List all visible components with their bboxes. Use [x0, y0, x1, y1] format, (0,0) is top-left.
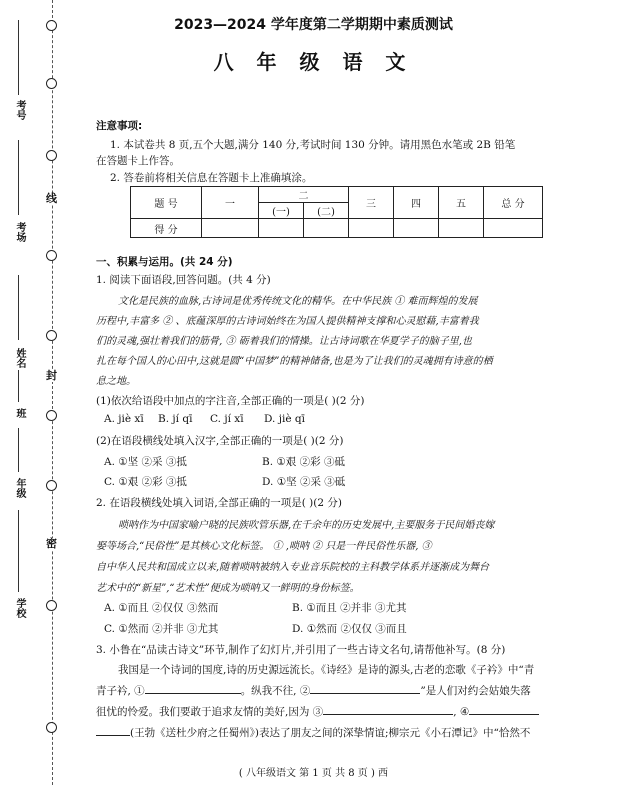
- option[interactable]: C. jí xī: [210, 413, 244, 425]
- seal-char: 封: [46, 369, 57, 382]
- field-school: 学校: [14, 598, 25, 618]
- binding-hole: [46, 410, 57, 421]
- field-name: 姓名: [14, 348, 25, 368]
- binding-line: [52, 0, 53, 785]
- score-cell[interactable]: [439, 219, 484, 238]
- score-cell[interactable]: [484, 219, 543, 238]
- field-class: 班: [14, 408, 25, 418]
- table-cell: 题 号: [131, 187, 202, 219]
- question-1: 1. 阅读下面语段,回答问题。(共 4 分): [96, 274, 271, 286]
- field-line: [18, 370, 19, 402]
- text-part: 青子衿, ①: [96, 685, 145, 697]
- score-cell[interactable]: [349, 219, 394, 238]
- question-3: 3. 小鲁在“品读古诗文”环节,制作了幻灯片,并引用了一些古诗文名句,请帮他补写。(8 分): [96, 644, 506, 656]
- binding-hole: [46, 250, 57, 261]
- text-part: 。纵我不往, ②: [240, 685, 311, 697]
- score-cell[interactable]: [394, 219, 439, 238]
- passage-line: 息之地。: [96, 376, 136, 387]
- field-line: [18, 510, 19, 592]
- passage-line: 艺术中的“新星”,“艺术性”便成为唢呐又一鲜明的身份标签。: [96, 583, 360, 594]
- table-cell: 二: [259, 187, 349, 203]
- option[interactable]: D. ①然而 ②仅仅 ③而且: [292, 623, 407, 635]
- passage-line: 我国是一个诗词的国度,诗的历史源远流长。《诗经》是诗的源头,古老的恋歌《子衿》中“青: [118, 664, 535, 676]
- binding-hole: [46, 150, 57, 161]
- binding-hole: [46, 330, 57, 341]
- exam-title: 2023—2024 学年度第二学期期中素质测试: [174, 17, 453, 33]
- option[interactable]: B. ①艰 ②彩 ③砥: [262, 456, 345, 468]
- seal-char: 密: [46, 537, 57, 550]
- binding-hole: [46, 78, 57, 89]
- binding-hole: [46, 600, 57, 611]
- passage-line: [96, 683, 531, 698]
- answer-blank[interactable]: [469, 704, 539, 715]
- answer-blank[interactable]: [96, 725, 130, 736]
- page-footer: ( 八年级语文 第 1 页 共 8 页 ) 西: [238, 768, 389, 779]
- table-cell: 四: [394, 187, 439, 219]
- score-table: [130, 186, 543, 238]
- note-item: 2. 答卷前将相关信息在答题卡上准确填涂。: [110, 172, 313, 184]
- table-cell: 一: [202, 187, 259, 219]
- answer-blank[interactable]: [310, 683, 420, 694]
- option[interactable]: C. ①艰 ②彩 ③抵: [104, 476, 187, 488]
- option[interactable]: A. ①坚 ②采 ③抵: [104, 456, 187, 468]
- passage-line: 唢呐作为中国家喻户晓的民族吹管乐器,在千余年的历史发展中,主要服务于民间婚丧嫁: [118, 520, 495, 531]
- option[interactable]: B. jí qī: [158, 413, 193, 425]
- passage-line: [96, 725, 530, 740]
- answer-blank[interactable]: [145, 683, 241, 694]
- passage-line: 娶等场合,“民俗性”是其核心文化标签。 ① ,唢呐 ② 只是一件民俗性乐器, ③: [96, 541, 432, 552]
- passage-line: 历程中,丰富多 ② 、底蕴深厚的古诗词始终在为国人提供精神支撑和心灵慰藉,丰富着我: [96, 316, 479, 327]
- option[interactable]: C. ①然而 ②并非 ③尤其: [104, 623, 219, 635]
- binding-hole: [46, 480, 57, 491]
- score-cell[interactable]: [304, 219, 349, 238]
- table-cell: 五: [439, 187, 484, 219]
- passage-line: 们的灵魂,强壮着我们的筋骨, ③ 砺着我们的情操。让古诗词歌在华夏学子的脑子里,也: [96, 336, 472, 347]
- text-part: (王勃《送杜少府之任蜀州》)表达了朋友之间的深挚情谊;柳宗元《小石潭记》中“恰然不: [130, 727, 531, 739]
- text-part: , ④: [453, 706, 470, 718]
- table-cell: (二): [304, 203, 349, 219]
- table-cell: 得 分: [131, 219, 202, 238]
- text-part: ”是人们对约会姑娘失落: [420, 685, 531, 697]
- note-item: 1. 本试卷共 8 页,五个大题,满分 140 分,考试时间 130 分钟。请用黑色水笔或 2B 铅笔: [110, 139, 516, 151]
- table-cell: (一): [259, 203, 304, 219]
- table-cell: 三: [349, 187, 394, 219]
- seal-char: 线: [46, 192, 57, 205]
- notes-heading: 注意事项:: [96, 120, 143, 132]
- score-cell[interactable]: [259, 219, 304, 238]
- field-line: [18, 140, 19, 215]
- note-item: 在答题卡上作答。: [96, 155, 180, 167]
- section-heading: 一、积累与运用。(共 24 分): [96, 256, 233, 268]
- question-2: 2. 在语段横线处填入词语,全部正确的一项是( )(2 分): [96, 497, 342, 509]
- passage-line: 扎在每个国人的心田中,这就是圆“中国梦”的精神储备,也是为了让我们的灵魂拥有诗意的栖: [96, 356, 493, 367]
- field-line: [18, 428, 19, 472]
- text-part: 徂忧的怜爱。我们要敢于追求友情的美好,因为 ③: [96, 706, 324, 718]
- field-exam-number: 考号: [14, 100, 25, 120]
- option[interactable]: B. ①而且 ②并非 ③尤其: [292, 602, 407, 614]
- score-cell[interactable]: [202, 219, 259, 238]
- option[interactable]: A. jiè xī: [104, 413, 144, 425]
- option[interactable]: A. ①而且 ②仅仅 ③然而: [104, 602, 219, 614]
- question-1-2: (2)在语段横线处填入汉字,全部正确的一项是( )(2 分): [96, 435, 344, 447]
- question-1-1: (1)依次给语段中加点的字注音,全部正确的一项是( )(2 分): [96, 395, 365, 407]
- option[interactable]: D. jiè qī: [264, 413, 305, 425]
- passage-line: 文化是民族的血脉,古诗词是优秀传统文化的精华。在中华民族 ① 难而辉煌的发展: [118, 296, 478, 307]
- option[interactable]: D. ①坚 ②采 ③砥: [262, 476, 346, 488]
- field-grade: 年级: [14, 478, 25, 498]
- passage-line: [96, 704, 539, 719]
- passage-line: 自中华人民共和国成立以来,随着唢呐被纳入专业音乐院校的主科教学体系并逐渐成为舞台: [96, 562, 490, 573]
- subject-title: 八 年 级 语 文: [213, 50, 414, 74]
- table-cell: 总 分: [484, 187, 543, 219]
- answer-blank[interactable]: [323, 704, 453, 715]
- field-line: [18, 275, 19, 340]
- field-exam-room: 考场: [14, 222, 25, 242]
- binding-hole: [46, 722, 57, 733]
